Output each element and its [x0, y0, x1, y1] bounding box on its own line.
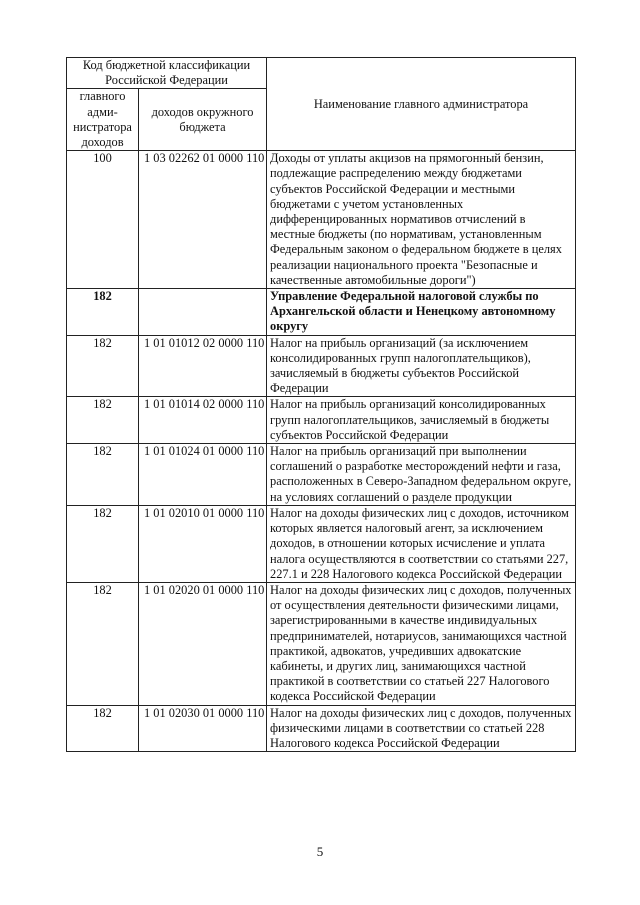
budget-code-cell: 1 01 01012 02 0000 110 [139, 335, 267, 397]
budget-code-cell: 1 01 02010 01 0000 110 [139, 505, 267, 582]
budget-classification-table [66, 57, 576, 752]
budget-code-cell: 1 03 02262 01 0000 110 [139, 151, 267, 289]
table-row [67, 397, 576, 444]
header-group-title: Код бюджетной классификации Российской Федерации [67, 58, 267, 89]
admin-code-cell: 182 [67, 289, 139, 336]
table-row [67, 705, 576, 752]
admin-code-cell: 182 [67, 582, 139, 705]
admin-code-cell: 100 [67, 151, 139, 289]
administrator-name-cell: Налог на прибыль организаций при выполнении соглашений о разработке месторождений нефти и газа, расположенных в Северо-Западном федеральном округе, на условиях соглашений о разделе продукции [267, 444, 576, 506]
header-district-budget-income: доходов окружного бюджета [139, 89, 267, 151]
table-row [67, 505, 576, 582]
administrator-name-cell: Управление Федеральной налоговой службы по Архангельской области и Ненецкому автономному округу [267, 289, 576, 336]
administrator-name-cell: Налог на прибыль организаций консолидированных групп налогоплательщиков, зачисляемый в бюджеты субъектов Российской Федерации [267, 397, 576, 444]
admin-code-cell: 182 [67, 705, 139, 752]
table-row [67, 335, 576, 397]
administrator-name-cell: Налог на доходы физических лиц с доходов, полученных от осуществления деятельности физическими лицами, зарегистрированными в качестве индивидуальных предпринимателей, нотариусов, занимающихся частной практикой, адвокатов, учредивших адвокатские кабинеты, и других лиц, занимающихся частной практикой в соответствии со статьей 227 Налогового кодекса Российской Федерации [267, 582, 576, 705]
administrator-name-cell: Налог на доходы физических лиц с доходов, полученных физическими лицами в соответствии со статьей 228 Налогового кодекса Российской Федерации [267, 705, 576, 752]
admin-code-cell: 182 [67, 444, 139, 506]
budget-code-cell: 1 01 01024 01 0000 110 [139, 444, 267, 506]
header-main-administrator: главного адми-нистратора доходов [67, 89, 139, 151]
table-row [67, 582, 576, 705]
admin-code-cell: 182 [67, 397, 139, 444]
administrator-name-cell: Налог на доходы физических лиц с доходов, источником которых является налоговый агент, за исключением доходов, в отношении которых исчисление и уплата налога осуществляются в соответствии со статьями 227, 227.1 и 228 Налогового кодекса Российской Федерации [267, 505, 576, 582]
administrator-name-cell: Доходы от уплаты акцизов на прямогонный бензин, подлежащие распределению между бюджетами субъектов Российской Федерации и местными бюджетами с учетом установленных дифференцированных нормативов отчислений в местные бюджеты (по нормативам, установленным Федеральным законом о федеральном бюджете в целях реализации национального проекта "Безопасные и качественные автомобильные дороги") [267, 151, 576, 289]
page-number: 5 [316, 844, 324, 859]
administrator-name-cell: Налог на прибыль организаций (за исключением консолидированных групп налогоплательщиков), зачисляемый в бюджеты субъектов Российской Федерации [267, 335, 576, 397]
header-admin-name: Наименование главного администратора [267, 58, 576, 151]
budget-code-cell [139, 289, 267, 336]
budget-code-cell: 1 01 02030 01 0000 110 [139, 705, 267, 752]
budget-code-cell: 1 01 02020 01 0000 110 [139, 582, 267, 705]
table-row [67, 289, 576, 336]
budget-code-cell: 1 01 01014 02 0000 110 [139, 397, 267, 444]
table-row [67, 444, 576, 506]
admin-code-cell: 182 [67, 335, 139, 397]
table-row [67, 151, 576, 289]
admin-code-cell: 182 [67, 505, 139, 582]
table-body [67, 151, 576, 752]
